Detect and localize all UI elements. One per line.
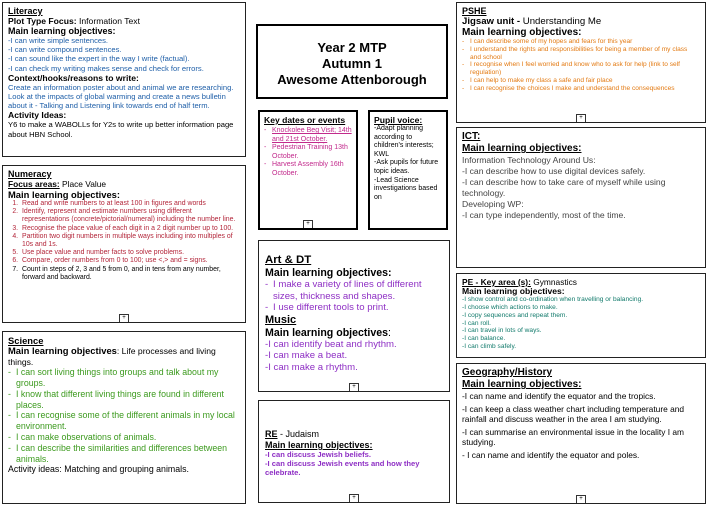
re-objectives-heading: Main learning objectives:: [265, 440, 373, 450]
numeracy-objectives: [8, 200, 240, 282]
science-activity: Activity ideas: Matching and grouping animals.: [8, 464, 189, 475]
expand-handle[interactable]: +: [576, 495, 586, 504]
science-heading-row: Main learning objectives: Life processes and living things.: [8, 345, 216, 367]
list-item: -I can discuss Jewish events and how they celebrate.: [265, 459, 420, 478]
re-objectives: [265, 450, 443, 478]
numeracy-title: Numeracy: [8, 169, 52, 179]
list-item: 5. Use place value and number facts to solve problems.: [20, 249, 240, 257]
ict-line: -I can describe how to use digital devices safely.: [462, 166, 646, 176]
list-item: - I can describe the similarities and differences between animals.: [8, 443, 240, 465]
pupil-voice-line: -Ask pupils for future topic ideas.: [374, 159, 439, 175]
re-panel: [258, 400, 450, 503]
list-item: -I can travel in lots of ways.: [462, 327, 542, 335]
pe-panel: [456, 273, 706, 358]
geography-title: Geography/History: [462, 367, 553, 378]
pe-title-row: PE - Key area (s): Gymnastics: [462, 277, 577, 287]
expand-handle[interactable]: +: [349, 494, 359, 503]
list-item: - I can help to make my class a safe and fair place: [462, 77, 700, 85]
science-title: Science: [8, 335, 44, 346]
list-item: - I make a variety of lines of different sizes, thickness and shapes.: [265, 279, 443, 302]
list-item: - I can describe some of my hopes and fears for this year: [462, 38, 700, 46]
pe-objectives: [462, 296, 700, 350]
music-objectives: [265, 339, 443, 374]
geography-line: -I can name and identify the equator and the tropics.: [462, 391, 656, 401]
list-item: -I can discuss Jewish beliefs.: [265, 450, 371, 459]
list-item: 1. Read and write numbers to at least 100 in figures and words: [20, 200, 240, 208]
list-item: 6. Compare, order numbers from 0 to 100; use <,> and = signs.: [20, 257, 240, 265]
list-item: -I can write simple sentences.: [8, 36, 109, 45]
expand-handle[interactable]: +: [576, 114, 586, 123]
list-item: - I use different tools to print.: [265, 302, 443, 314]
list-item: -I can check my writing makes sense and check for errors.: [8, 63, 204, 73]
art-dt-panel: [258, 240, 450, 392]
ict-title: ICT:: [462, 131, 481, 142]
list-item: - Knockolee Beg Visit; 14th and 21st October.: [264, 127, 352, 144]
art-objectives: [265, 279, 443, 314]
geography-line: -I can keep a class weather chart including temperature and rainfall and discuss weather in the area I am studying.: [462, 403, 685, 425]
literacy-objectives-heading: Main learning objectives:: [8, 26, 116, 36]
list-item: -I copy sequences and repeat them.: [462, 311, 568, 319]
list-item: - I can make observations of animals.: [8, 432, 240, 443]
term-title: Autumn 1: [322, 56, 382, 71]
list-item: 3. Recognise the place value of each digit in a 2 digit number up to 100.: [20, 225, 240, 233]
literacy-activity-heading: Activity Ideas:: [8, 110, 67, 121]
expand-handle[interactable]: +: [349, 383, 359, 392]
pupil-voice-panel: [368, 110, 448, 230]
list-item: 7. Count in steps of 2, 3 and 5 from 0, and in tens from any number, forward and backward.: [20, 266, 240, 282]
numeracy-panel: [2, 165, 246, 323]
list-item: -I can identify beat and rhythm.: [265, 338, 397, 350]
pshe-objectives: [462, 38, 700, 93]
pupil-voice-title: Pupil voice:: [374, 115, 423, 125]
ict-line: -I can describe how to take care of myself while using technology.: [462, 177, 666, 198]
list-item: - Pedestrian Training 13th October.: [264, 144, 352, 161]
list-item: - I understand the rights and responsibilities for being a member of my class and school: [462, 46, 700, 62]
literacy-focus: Plot Type Focus: Information Text: [8, 16, 140, 26]
numeracy-objectives-heading: Main learning objectives:: [8, 189, 121, 200]
pupil-voice-line: -Adapt planning according to children's interests; KWL: [374, 125, 434, 158]
pshe-objectives-heading: Main learning objectives:: [462, 27, 582, 38]
key-dates-title: Key dates or events: [264, 115, 346, 125]
list-item: -I can climb safely.: [462, 342, 517, 350]
ict-objectives-heading: Main learning objectives:: [462, 143, 582, 154]
list-item: - I recognise when I feel worried and know who to ask for help (link to self regulation): [462, 61, 700, 77]
list-item: -I can balance.: [462, 334, 506, 342]
literacy-title: Literacy: [8, 6, 43, 16]
re-title-row: RE - Judaism: [265, 429, 320, 439]
ict-line: Information Technology Around Us:: [462, 155, 596, 165]
pupil-voice-line: -Lead Science investigations based on: [374, 176, 438, 201]
ict-line: Developing WP:: [462, 199, 524, 209]
ict-panel: [456, 127, 706, 268]
art-objectives-heading: Main learning objectives:: [265, 267, 392, 279]
ict-line: -I can type independently, most of the time.: [462, 210, 626, 220]
key-dates-panel: [258, 110, 358, 230]
numeracy-focus: Focus areas: Place Value: [8, 179, 107, 189]
list-item: - Harvest Assembly 16th October.: [264, 161, 352, 178]
literacy-panel: [2, 2, 246, 157]
list-item: - I can sort living things into groups and talk about my groups.: [8, 367, 240, 389]
literacy-context-text: Create an information poster about and animal we are researching. Look at the impacts of global warming and create a news bulletin about it - Talking and Listening link towards end of half term.: [8, 82, 234, 111]
literacy-activity-text: Y6 to make a WABOLLs for Y2s to write up better information page about HBN School.: [8, 120, 234, 139]
geography-objectives-heading: Main learning objectives:: [462, 379, 582, 390]
pshe-unit: Jigsaw unit - Understanding Me: [462, 16, 602, 27]
music-objectives-heading: Main learning objectives:: [265, 326, 391, 339]
geography-line: -I can summarise an environmental issue in the locality I am studying.: [462, 426, 685, 448]
expand-handle[interactable]: +: [303, 220, 313, 229]
literacy-objectives: [8, 36, 240, 73]
science-objectives: [8, 367, 240, 464]
list-item: - I know that different living things are found in different places.: [8, 389, 240, 411]
music-title: Music: [265, 313, 297, 326]
science-panel: [2, 331, 246, 504]
page-title: Year 2 MTP: [317, 40, 387, 55]
list-item: -I can roll.: [462, 319, 491, 327]
topic-title: Awesome Attenborough: [277, 72, 427, 87]
list-item: 2. Identify, represent and estimate numbers using different representations (concrete/pictorial/numeral) including the number line.: [20, 208, 240, 224]
pshe-panel: [456, 2, 706, 123]
pe-objectives-heading: Main learning objectives:: [462, 286, 565, 296]
pshe-title: PSHE: [462, 6, 487, 16]
geography-line: - I can name and identify the equator and poles.: [462, 449, 640, 460]
list-item: -I can sound like the expert in the way I write (factual).: [8, 54, 190, 64]
art-title: Art & DT: [265, 254, 312, 266]
list-item: -I can make a beat.: [265, 350, 348, 362]
list-item: -I choose which actions to make.: [462, 304, 558, 312]
list-item: - I can recognise the choices I make and understand the consequences: [462, 85, 700, 93]
list-item: -I can write compound sentences.: [8, 45, 122, 55]
expand-handle[interactable]: +: [119, 314, 129, 323]
list-item: -I show control and co-ordination when travelling or balancing.: [462, 296, 644, 304]
mtp-header: [256, 24, 448, 99]
list-item: - I can recognise some of the different animals in my local environment.: [8, 410, 240, 432]
literacy-context-heading: Context/hooks/reasons to write:: [8, 72, 139, 83]
geography-panel: [456, 363, 706, 504]
key-dates-list: [264, 127, 352, 179]
list-item: -I can make a rhythm.: [265, 361, 358, 373]
list-item: 4. Partition two digit numbers in multiple ways including into multiples of 10s and 1s.: [20, 233, 240, 249]
